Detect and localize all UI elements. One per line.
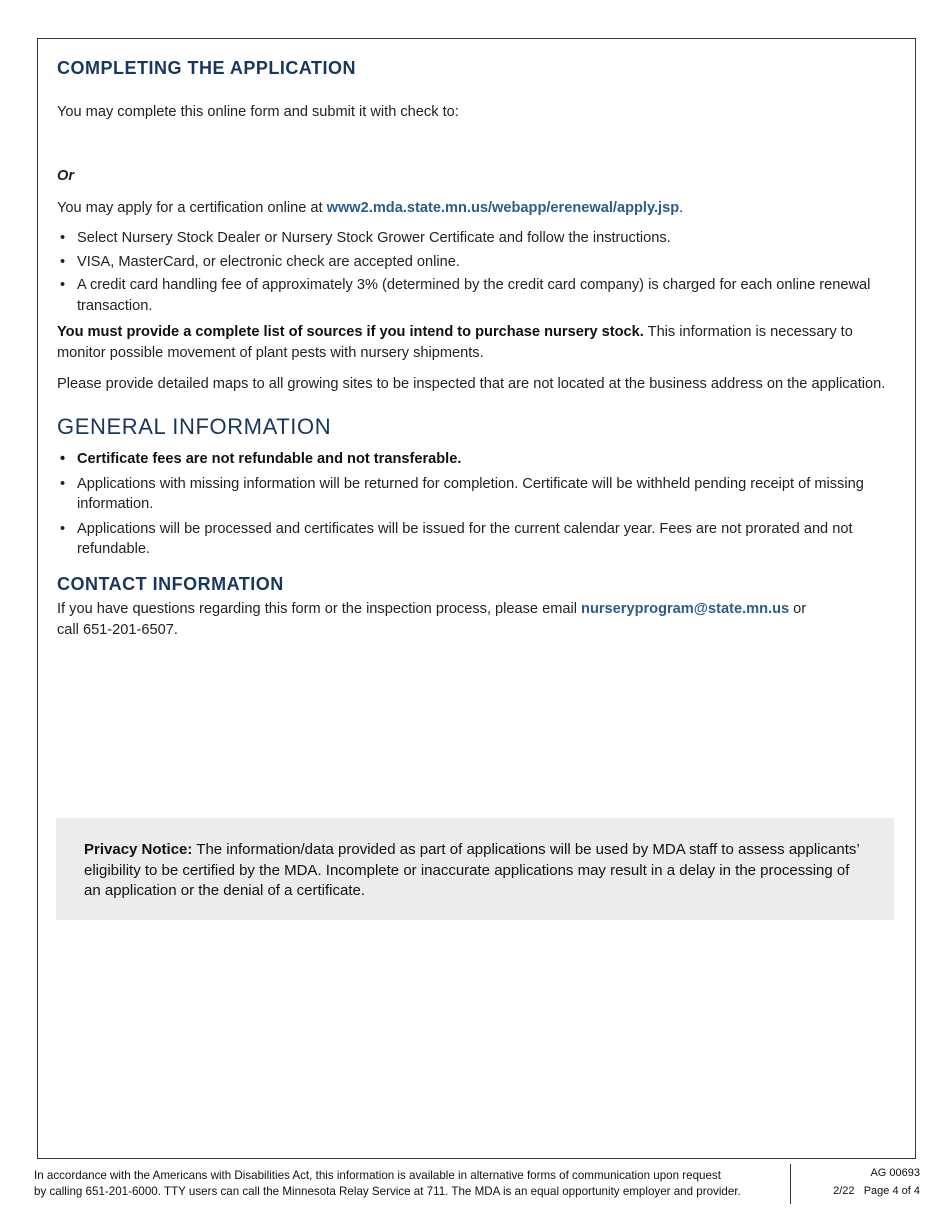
sources-rest: This information is necessary to monitor possible movement of plant pests with nursery shipments. <box>57 324 853 361</box>
list-item: • Certificate fees are not refundable and not transferable. <box>57 449 897 470</box>
privacy-notice <box>56 818 894 920</box>
completing-intro: You may complete this online form and submit it with check to: <box>57 104 459 120</box>
privacy-text: Privacy Notice: The information/data provided as part of applications will be used by MDA staff to assess applicants’ eligibility to be certified by the MDA. Incomplete or inaccurate applications may result in a delay in the processing of an application or the denial of a certificate. <box>84 841 860 899</box>
sources-text <box>57 322 897 363</box>
privacy-label: Privacy Notice: <box>84 841 193 858</box>
bullet-icon: • <box>60 230 66 246</box>
bullet-icon: • <box>60 451 66 467</box>
completing-intro-block <box>57 102 897 123</box>
online-apply-text <box>57 198 897 219</box>
completing-section <box>57 58 897 79</box>
online-block <box>57 198 897 219</box>
maps-block <box>57 374 897 395</box>
contact-block <box>57 599 817 640</box>
ada-line-1: In accordance with the Americans with Disabilities Act, this information is available in alternative forms of communication upon request <box>34 1169 721 1182</box>
online-suffix: . <box>679 200 684 216</box>
contact-section <box>57 574 897 595</box>
sources-bold: You must provide a complete list of sources if you intend to purchase nursery stock. <box>57 324 644 340</box>
bullet-icon: • <box>60 475 66 492</box>
bullet-icon: • <box>60 277 66 293</box>
bullet-icon: • <box>60 253 66 270</box>
contact-text: If you have questions regarding this form or the inspection process, please email nurseryprogram@state.mn.us or call 651-201-6507. <box>57 601 807 638</box>
bullet-icon: • <box>60 520 66 537</box>
form-date: 2/22 <box>833 1185 855 1197</box>
form-number: AG 00693 <box>870 1167 920 1179</box>
erenewal-link[interactable]: www2.mda.state.mn.us/webapp/erenewal/apply.jsp <box>326 200 680 216</box>
contact-title: CONTACT INFORMATION <box>57 574 284 594</box>
maps-text: Please provide detailed maps to all growing sites to be inspected that are not located at the business address on the application. <box>57 376 886 392</box>
contact-email-link[interactable]: nurseryprogram@state.mn.us <box>581 601 790 617</box>
or-label: Or <box>57 168 75 184</box>
list-item: • Applications will be processed and certificates will be issued for the current calendar year. Fees are not prorated and not refundable. <box>60 520 853 557</box>
general-bullets <box>57 449 897 560</box>
general-section <box>57 414 897 440</box>
list-item: • Applications with missing information will be returned for completion. Certificate will be withheld pending receipt of missing information. <box>60 475 864 512</box>
footer-divider <box>790 1164 791 1204</box>
sources-block <box>57 322 897 363</box>
list-item: • A credit card handling fee of approximately 3% (determined by the credit card company) is charged for each online renewal transaction. <box>60 277 871 314</box>
general-title: GENERAL INFORMATION <box>57 414 332 439</box>
page-number: Page 4 of 4 <box>863 1185 920 1197</box>
list-item: • Select Nursery Stock Dealer or Nursery Stock Grower Certificate and follow the instructions. <box>57 228 897 249</box>
completing-title: COMPLETING THE APPLICATION <box>57 58 356 78</box>
ada-notice <box>34 1168 764 1200</box>
ada-line-2: by calling 651-201-6000. TTY users can call the Minnesota Relay Service at 711. The MDA is an equal opportunity employer and provider. <box>34 1185 741 1198</box>
online-prefix: You may apply for a certification online at <box>57 200 327 216</box>
or-block <box>57 166 897 187</box>
list-item: • VISA, MasterCard, or electronic check are accepted online. <box>57 252 897 273</box>
online-bullets <box>57 228 897 316</box>
form-info <box>833 1165 920 1199</box>
